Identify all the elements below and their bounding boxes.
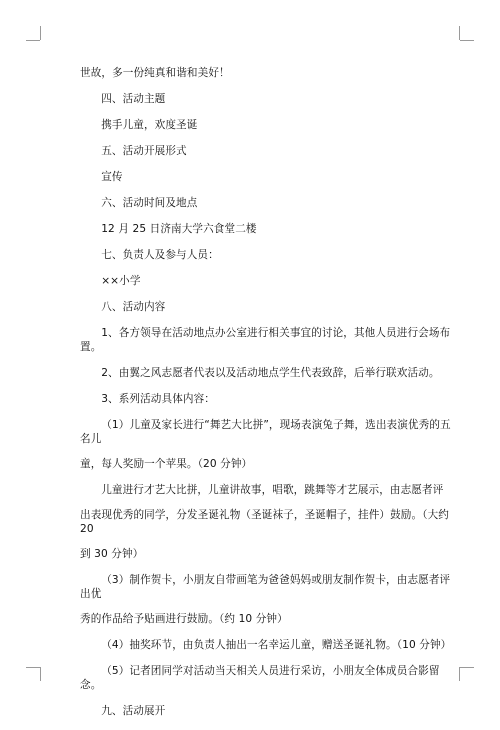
- crop-mark-top-left-vertical: [40, 26, 41, 40]
- crop-mark-bottom-right-vertical: [459, 667, 460, 681]
- paragraph-line: 到 30 分钟）: [80, 548, 144, 560]
- list-item: 3、系列活动具体内容：: [101, 393, 215, 405]
- activity-item: （5）记者团同学对活动当天相关人员进行采访，小朋友全体成员合影留念。: [80, 665, 440, 691]
- paragraph-line: 秀的作品给予贴画进行鼓励。（约 10 分钟）: [80, 613, 288, 625]
- paragraph: 世故，多一份纯真和谐和美好！: [80, 67, 230, 79]
- paragraph-line: 童，每人奖励一个苹果。（20 分钟）: [80, 458, 253, 470]
- paragraph: ××小学: [101, 275, 141, 287]
- document-body: [80, 66, 452, 730]
- section-heading: 八、活动内容: [101, 301, 166, 313]
- paragraph-line: 出表现优秀的同学，分发圣诞礼物（圣诞袜子，圣诞帽子，挂件）鼓励。（大约 20: [80, 509, 449, 535]
- paragraph: 12 月 25 日济南大学六食堂二楼: [101, 223, 257, 235]
- crop-mark-top-left-horizontal: [26, 40, 40, 41]
- section-heading: 五、活动开展形式: [101, 145, 187, 157]
- crop-mark-bottom-left-vertical: [40, 667, 41, 681]
- crop-mark-bottom-left-horizontal: [26, 667, 40, 668]
- section-heading: 四、活动主题: [101, 93, 166, 105]
- activity-item: [80, 573, 452, 626]
- crop-mark-top-right-vertical: [459, 26, 460, 40]
- section-heading: 九、活动展开: [101, 705, 166, 717]
- crop-mark-bottom-right-horizontal: [460, 667, 474, 668]
- section-heading: 六、活动时间及地点: [101, 197, 198, 209]
- activity-item: （4）抽奖环节，由负责人抽出一名幸运儿童，赠送圣诞礼物。（10 分钟）: [101, 639, 452, 651]
- list-item: 2、由翼之风志愿者代表以及活动地点学生代表致辞，后举行联欢活动。: [101, 367, 440, 379]
- paragraph-line: 儿童进行才艺大比拼，儿童讲故事，唱歌，跳舞等才艺展示，由志愿者评: [101, 484, 444, 496]
- section-heading: 七、负责人及参与人员：: [101, 249, 219, 261]
- list-item: 1、各方领导在活动地点办公室进行相关事宜的讨论，其他人员进行会场布置。: [80, 327, 451, 353]
- crop-mark-top-right-horizontal: [460, 40, 474, 41]
- paragraph: 宣传: [101, 171, 123, 183]
- activity-item: [80, 418, 452, 471]
- paragraph: 携手儿童，欢度圣诞: [101, 119, 198, 131]
- paragraph-line: （1）儿童及家长进行“舞艺大比拼”，现场表演兔子舞，选出表演优秀的五名儿: [80, 419, 451, 445]
- paragraph-line: （3）制作贺卡，小朋友自带画笔为爸爸妈妈或朋友制作贺卡，由志愿者评出优: [80, 574, 451, 600]
- activity-item: [80, 483, 452, 561]
